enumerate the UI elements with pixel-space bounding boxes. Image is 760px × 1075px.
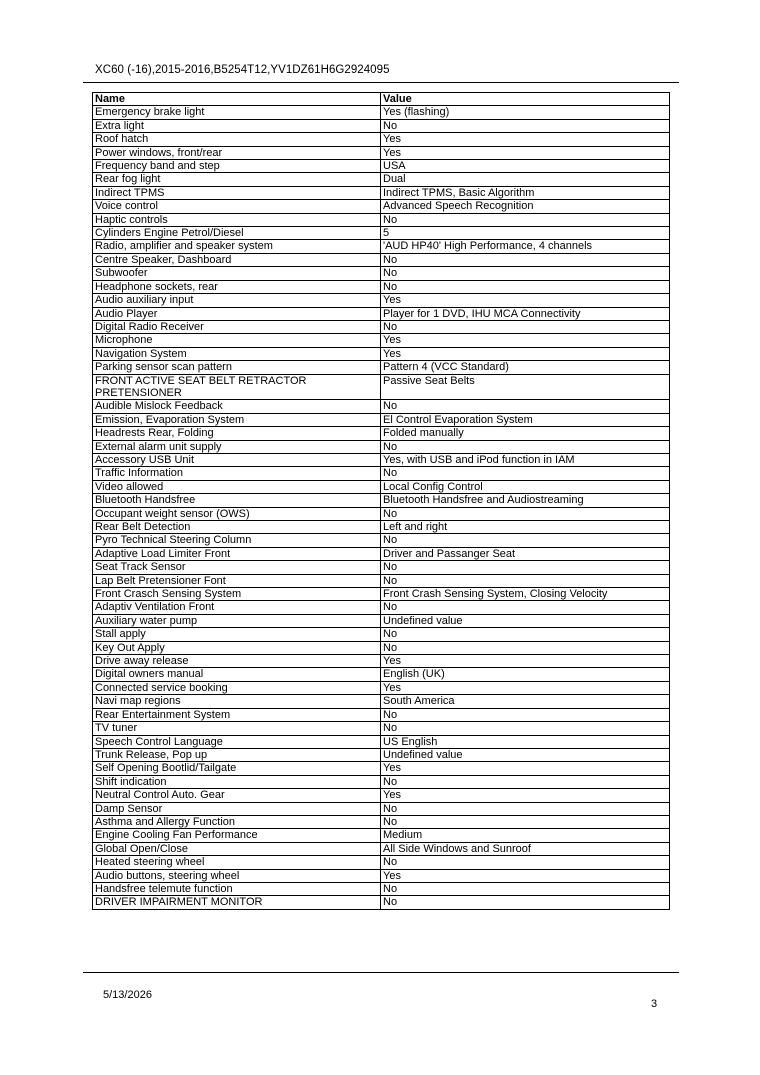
cell-name: Headphone sockets, rear: [93, 280, 381, 293]
table-row: [93, 494, 670, 507]
table-row: [93, 748, 670, 761]
table-row: [93, 267, 670, 280]
cell-name: Lap Belt Pretensioner Font: [93, 574, 381, 587]
cell-value: Local Config Control: [381, 480, 670, 493]
cell-name: Subwoofer: [93, 267, 381, 280]
cell-name: Extra light: [93, 119, 381, 132]
cell-name: Adaptiv Ventilation Front: [93, 601, 381, 614]
table-row: [93, 614, 670, 627]
cell-name: Emission, Evaporation System: [93, 413, 381, 426]
table-row: [93, 280, 670, 293]
cell-value: No: [381, 896, 670, 909]
options-table: [92, 92, 670, 910]
cell-value: Yes, with USB and iPod function in IAM: [381, 453, 670, 466]
cell-value: No: [381, 802, 670, 815]
cell-name: Parking sensor scan pattern: [93, 361, 381, 374]
table-body: [93, 106, 670, 909]
cell-value: No: [381, 574, 670, 587]
table-row: [93, 668, 670, 681]
cell-value: English (UK): [381, 668, 670, 681]
cell-value: Folded manually: [381, 427, 670, 440]
table-row: [93, 856, 670, 869]
header-divider: [83, 82, 679, 83]
table-row: [93, 762, 670, 775]
cell-value: Yes: [381, 146, 670, 159]
table-row: [93, 802, 670, 815]
table-row: [93, 655, 670, 668]
table-row: [93, 320, 670, 333]
table-row: [93, 213, 670, 226]
table-row: [93, 815, 670, 828]
table-row: [93, 521, 670, 534]
cell-name: Centre Speaker, Dashboard: [93, 253, 381, 266]
cell-name: Damp Sensor: [93, 802, 381, 815]
cell-name: Haptic controls: [93, 213, 381, 226]
table-row: [93, 453, 670, 466]
table-row: [93, 119, 670, 132]
cell-value: Yes: [381, 655, 670, 668]
table-row: [93, 695, 670, 708]
cell-value: Yes: [381, 294, 670, 307]
table-row: [93, 507, 670, 520]
cell-value: Yes: [381, 762, 670, 775]
cell-value: No: [381, 815, 670, 828]
table-row: [93, 641, 670, 654]
cell-value: South America: [381, 695, 670, 708]
table-row: [93, 882, 670, 895]
cell-name: Connected service booking: [93, 681, 381, 694]
cell-name: FRONT ACTIVE SEAT BELT RETRACTOR PRETENSIONER: [93, 374, 381, 400]
cell-name: Audio auxiliary input: [93, 294, 381, 307]
cell-name: Audio buttons, steering wheel: [93, 869, 381, 882]
cell-value: Medium: [381, 829, 670, 842]
cell-name: Occupant weight sensor (OWS): [93, 507, 381, 520]
table-row: [93, 842, 670, 855]
column-header-name: Name: [93, 93, 381, 106]
cell-name: Traffic Information: [93, 467, 381, 480]
table-row: [93, 775, 670, 788]
cell-name: External alarm unit supply: [93, 440, 381, 453]
cell-value: No: [381, 601, 670, 614]
cell-name: Trunk Release, Pop up: [93, 748, 381, 761]
page-header-title: XC60 (-16),2015-2016,B5254T12,YV1DZ61H6G2924095: [95, 64, 390, 76]
cell-name: Handsfree telemute function: [93, 882, 381, 895]
cell-value: El Control Evaporation System: [381, 413, 670, 426]
table-row: [93, 427, 670, 440]
cell-name: Front Crasch Sensing System: [93, 588, 381, 601]
table-row: [93, 628, 670, 641]
cell-name: Cylinders Engine Petrol/Diesel: [93, 227, 381, 240]
cell-name: Voice control: [93, 200, 381, 213]
table-row: [93, 240, 670, 253]
cell-value: Passive Seat Belts: [381, 374, 670, 400]
cell-value: Yes: [381, 869, 670, 882]
cell-value: Advanced Speech Recognition: [381, 200, 670, 213]
table-row: [93, 722, 670, 735]
cell-name: Seat Track Sensor: [93, 561, 381, 574]
cell-value: No: [381, 213, 670, 226]
cell-value: Undefined value: [381, 748, 670, 761]
cell-value: No: [381, 253, 670, 266]
cell-value: No: [381, 280, 670, 293]
cell-name: Microphone: [93, 334, 381, 347]
cell-value: All Side Windows and Sunroof: [381, 842, 670, 855]
cell-value: Yes: [381, 133, 670, 146]
cell-value: No: [381, 856, 670, 869]
cell-value: No: [381, 507, 670, 520]
table-row: [93, 160, 670, 173]
table-row: [93, 400, 670, 413]
table-row: [93, 374, 670, 400]
cell-value: No: [381, 641, 670, 654]
cell-value: No: [381, 628, 670, 641]
table-row: [93, 253, 670, 266]
cell-name: Shift indication: [93, 775, 381, 788]
cell-name: DRIVER IMPAIRMENT MONITOR: [93, 896, 381, 909]
cell-name: Roof hatch: [93, 133, 381, 146]
cell-value: Yes: [381, 789, 670, 802]
cell-value: Bluetooth Handsfree and Audiostreaming: [381, 494, 670, 507]
table-row: [93, 173, 670, 186]
cell-name: Headrests Rear, Folding: [93, 427, 381, 440]
cell-value: Driver and Passanger Seat: [381, 547, 670, 560]
table-row: [93, 829, 670, 842]
cell-value: No: [381, 561, 670, 574]
cell-name: Rear fog light: [93, 173, 381, 186]
cell-value: No: [381, 440, 670, 453]
cell-name: Video allowed: [93, 480, 381, 493]
cell-value: No: [381, 722, 670, 735]
cell-name: Pyro Technical Steering Column: [93, 534, 381, 547]
table-row: [93, 440, 670, 453]
cell-value: Yes (flashing): [381, 106, 670, 119]
cell-name: Emergency brake light: [93, 106, 381, 119]
table-row: [93, 708, 670, 721]
cell-name: Rear Entertainment System: [93, 708, 381, 721]
table-row: [93, 334, 670, 347]
cell-value: Undefined value: [381, 614, 670, 627]
table-row: [93, 588, 670, 601]
table-row: [93, 413, 670, 426]
cell-value: Pattern 4 (VCC Standard): [381, 361, 670, 374]
cell-name: Rear Belt Detection: [93, 521, 381, 534]
table-row: [93, 869, 670, 882]
cell-name: Audio Player: [93, 307, 381, 320]
cell-name: Navi map regions: [93, 695, 381, 708]
cell-name: Speech Control Language: [93, 735, 381, 748]
cell-name: Neutral Control Auto. Gear: [93, 789, 381, 802]
cell-name: Radio, amplifier and speaker system: [93, 240, 381, 253]
cell-name: Frequency band and step: [93, 160, 381, 173]
cell-value: No: [381, 882, 670, 895]
cell-value: No: [381, 267, 670, 280]
table-row: [93, 361, 670, 374]
cell-value: No: [381, 119, 670, 132]
cell-value: No: [381, 320, 670, 333]
cell-value: No: [381, 534, 670, 547]
cell-value: Yes: [381, 334, 670, 347]
table-row: [93, 574, 670, 587]
cell-name: Accessory USB Unit: [93, 453, 381, 466]
table-row: [93, 534, 670, 547]
cell-name: Bluetooth Handsfree: [93, 494, 381, 507]
cell-value: US English: [381, 735, 670, 748]
cell-value: No: [381, 708, 670, 721]
table-row: [93, 681, 670, 694]
cell-value: No: [381, 467, 670, 480]
cell-name: Navigation System: [93, 347, 381, 360]
table-row: [93, 547, 670, 560]
cell-name: Power windows, front/rear: [93, 146, 381, 159]
cell-name: Self Opening Bootlid/Tailgate: [93, 762, 381, 775]
table-row: [93, 480, 670, 493]
cell-name: Global Open/Close: [93, 842, 381, 855]
footer-divider: [83, 972, 679, 973]
table-row: [93, 307, 670, 320]
cell-value: USA: [381, 160, 670, 173]
cell-value: Yes: [381, 347, 670, 360]
table-row: [93, 106, 670, 119]
cell-value: Player for 1 DVD, IHU MCA Connectivity: [381, 307, 670, 320]
page-number: 3: [651, 998, 658, 1010]
table-row: [93, 200, 670, 213]
cell-name: Auxiliary water pump: [93, 614, 381, 627]
cell-name: Asthma and Allergy Function: [93, 815, 381, 828]
table-row: [93, 896, 670, 909]
cell-name: Engine Cooling Fan Performance: [93, 829, 381, 842]
cell-value: Dual: [381, 173, 670, 186]
table-row: [93, 227, 670, 240]
cell-name: Audible Mislock Feedback: [93, 400, 381, 413]
cell-name: Adaptive Load Limiter Front: [93, 547, 381, 560]
cell-name: Digital Radio Receiver: [93, 320, 381, 333]
table-row: [93, 133, 670, 146]
cell-name: TV tuner: [93, 722, 381, 735]
table-row: [93, 467, 670, 480]
table-row: [93, 294, 670, 307]
cell-value: No: [381, 775, 670, 788]
table-row: [93, 735, 670, 748]
cell-name: Digital owners manual: [93, 668, 381, 681]
cell-name: Drive away release: [93, 655, 381, 668]
table-row: [93, 186, 670, 199]
table-row: [93, 146, 670, 159]
cell-name: Indirect TPMS: [93, 186, 381, 199]
cell-value: No: [381, 400, 670, 413]
table-row: [93, 347, 670, 360]
cell-value: Left and right: [381, 521, 670, 534]
table-header-row: [93, 93, 670, 106]
cell-name: Key Out Apply: [93, 641, 381, 654]
table-row: [93, 789, 670, 802]
cell-value: Yes: [381, 681, 670, 694]
cell-value: Front Crash Sensing System, Closing Velocity: [381, 588, 670, 601]
table-row: [93, 561, 670, 574]
column-header-value: Value: [381, 93, 670, 106]
cell-value: Indirect TPMS, Basic Algorithm: [381, 186, 670, 199]
table-row: [93, 601, 670, 614]
cell-value: 'AUD HP40' High Performance, 4 channels: [381, 240, 670, 253]
footer-date: 5/13/2026: [103, 989, 152, 1001]
cell-name: Heated steering wheel: [93, 856, 381, 869]
cell-name: Stall apply: [93, 628, 381, 641]
cell-value: 5: [381, 227, 670, 240]
